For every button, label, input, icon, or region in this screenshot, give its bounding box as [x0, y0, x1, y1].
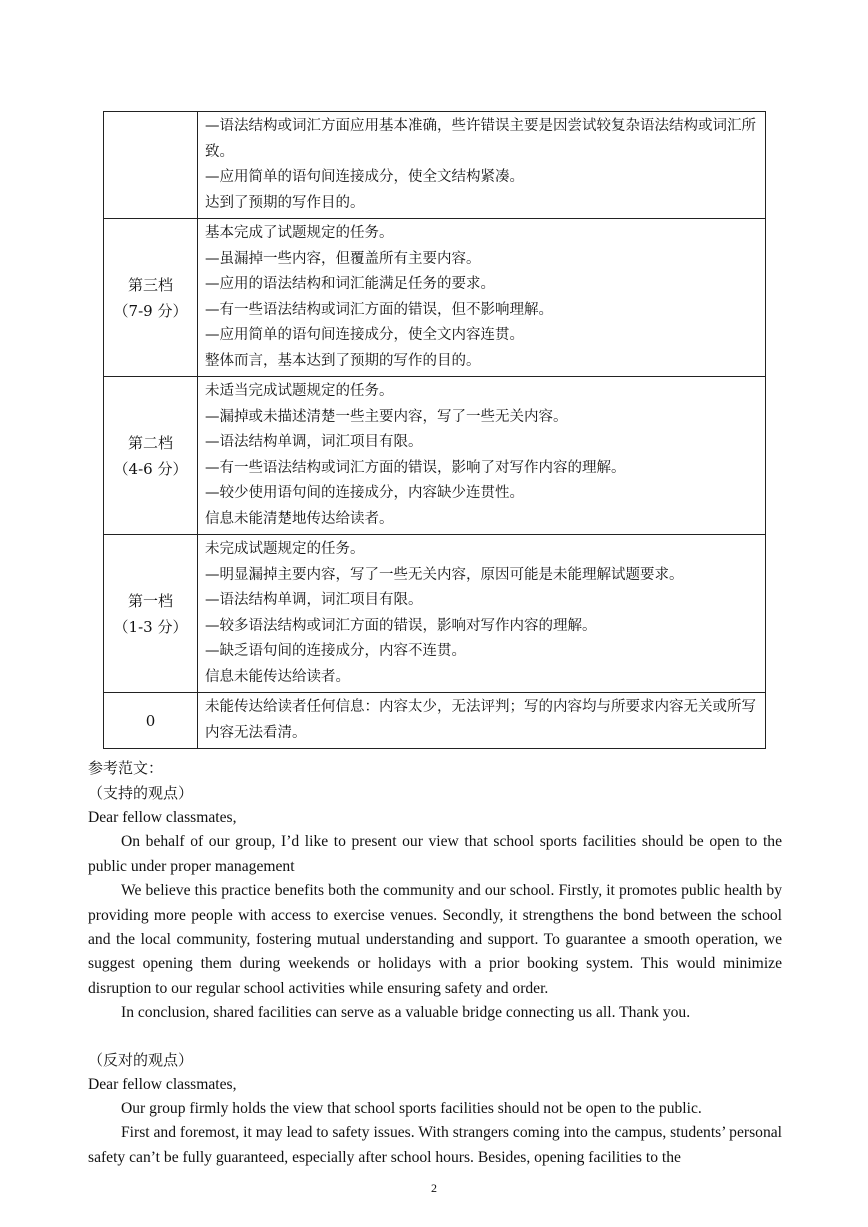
oppose-paragraph: Our group firmly holds the view that school sports facilities should not be open to the public.	[121, 1100, 702, 1118]
rubric-row-level-0	[104, 693, 766, 749]
criterion-line: —虽漏掉一些内容，但覆盖所有主要内容。	[205, 250, 481, 267]
criterion-line: —明显漏掉主要内容，写了一些无关内容，原因可能是未能理解试题要求。	[205, 566, 684, 583]
criterion-line: —漏掉或未描述清楚一些主要内容，写了一些无关内容。	[205, 408, 568, 425]
criterion-line: 整体而言，基本达到了预期的写作的目的。	[205, 352, 481, 369]
level-cell	[104, 219, 198, 377]
level-cell	[104, 693, 198, 749]
criterion-line: —语法结构单调，词汇项目有限。	[205, 434, 423, 450]
level-name: 第一档	[127, 591, 173, 610]
description-cell	[198, 377, 766, 535]
paragraph-gap	[88, 1026, 782, 1048]
oppose-greeting: Dear fellow classmates,	[88, 1075, 237, 1093]
sample-essay-section	[88, 756, 782, 1170]
criterion-line: —语法结构或词汇方面应用基本准确，些许错误主要是因尝试较复杂语法结构或词汇所致。	[205, 118, 756, 160]
level-cell	[104, 112, 198, 219]
criterion-line: —应用的语法结构和词汇能满足任务的要求。	[205, 276, 495, 292]
level-score-range: （4-6 分）	[113, 459, 188, 478]
level-name: 第三档	[127, 275, 173, 294]
criterion-line: —语法结构单调，词汇项目有限。	[205, 592, 423, 608]
support-view-label: （支持的观点）	[88, 784, 194, 802]
criterion-line: —应用简单的语句间连接成分，使全文内容连贯。	[205, 327, 524, 343]
description-cell	[198, 535, 766, 693]
criterion-line: 基本完成了试题规定的任务。	[205, 225, 394, 241]
criterion-line: —较少使用语句间的连接成分，内容缺少连贯性。	[205, 485, 524, 501]
description-cell	[198, 112, 766, 219]
criterion-line: —缺乏语句间的连接成分，内容不连贯。	[205, 643, 466, 659]
level-score-range: （7-9 分）	[113, 301, 188, 320]
criterion-line: 未适当完成试题规定的任务。	[205, 383, 394, 399]
criterion-line: 信息未能清楚地传达给读者。	[205, 510, 394, 527]
oppose-paragraph: First and foremost, it may lead to safety issues. With strangers coming into the campus, students’ personal safety can’t be fully guaranteed, especially after school hours. Besides, opening facilities to the	[88, 1124, 782, 1166]
level-name: 0	[145, 711, 156, 730]
level-cell	[104, 535, 198, 693]
page-number: 2	[431, 1181, 437, 1195]
rubric-row-level-2	[104, 377, 766, 535]
level-score-range: （1-3 分）	[113, 617, 188, 636]
rubric-row-continued	[104, 112, 766, 219]
criterion-line: 信息未能传达给读者。	[205, 668, 350, 685]
description-cell	[198, 693, 766, 749]
criterion-line: —有一些语法结构或词汇方面的错误，但不影响理解。	[205, 301, 553, 318]
criterion-line: 达到了预期的写作目的。	[205, 194, 365, 211]
support-paragraph: On behalf of our group, I’d like to present our view that school sports facilities should be open to the public under proper management	[88, 833, 782, 875]
sample-essay-heading: 参考范文：	[88, 759, 164, 777]
description-cell	[198, 219, 766, 377]
criterion-line: —应用简单的语句间连接成分，使全文结构紧凑。	[205, 169, 524, 185]
support-paragraph: We believe this practice benefits both the community and our school. Firstly, it promotes public health by providing more people with access to exercise venues. Secondly, it strengthens the bond between the school and the local community, fostering mutual understanding and support. To guarantee a smooth operation, we suggest opening them during weekends or holidays with a prior booking system. This would minimize disruption to our regular school activities while ensuring safety and order.	[88, 882, 782, 997]
scoring-rubric-table	[103, 111, 766, 749]
criterion-line: —较多语法结构或词汇方面的错误，影响对写作内容的理解。	[205, 617, 597, 634]
rubric-body	[104, 112, 766, 749]
criterion-line: —有一些语法结构或词汇方面的错误，影响了对写作内容的理解。	[205, 459, 626, 476]
criterion-line: 未能传达给读者任何信息：内容太少，无法评判；写的内容均与所要求内容无关或所写内容无法看清。	[205, 699, 756, 741]
oppose-view-label: （反对的观点）	[88, 1050, 194, 1069]
rubric-row-level-3	[104, 219, 766, 377]
criterion-line: 未完成试题规定的任务。	[205, 541, 365, 557]
rubric-row-level-1	[104, 535, 766, 693]
level-cell	[104, 377, 198, 535]
support-paragraph: In conclusion, shared facilities can serve as a valuable bridge connecting us all. Thank you.	[121, 1004, 691, 1022]
level-name: 第二档	[127, 433, 173, 452]
support-greeting: Dear fellow classmates,	[88, 809, 237, 826]
